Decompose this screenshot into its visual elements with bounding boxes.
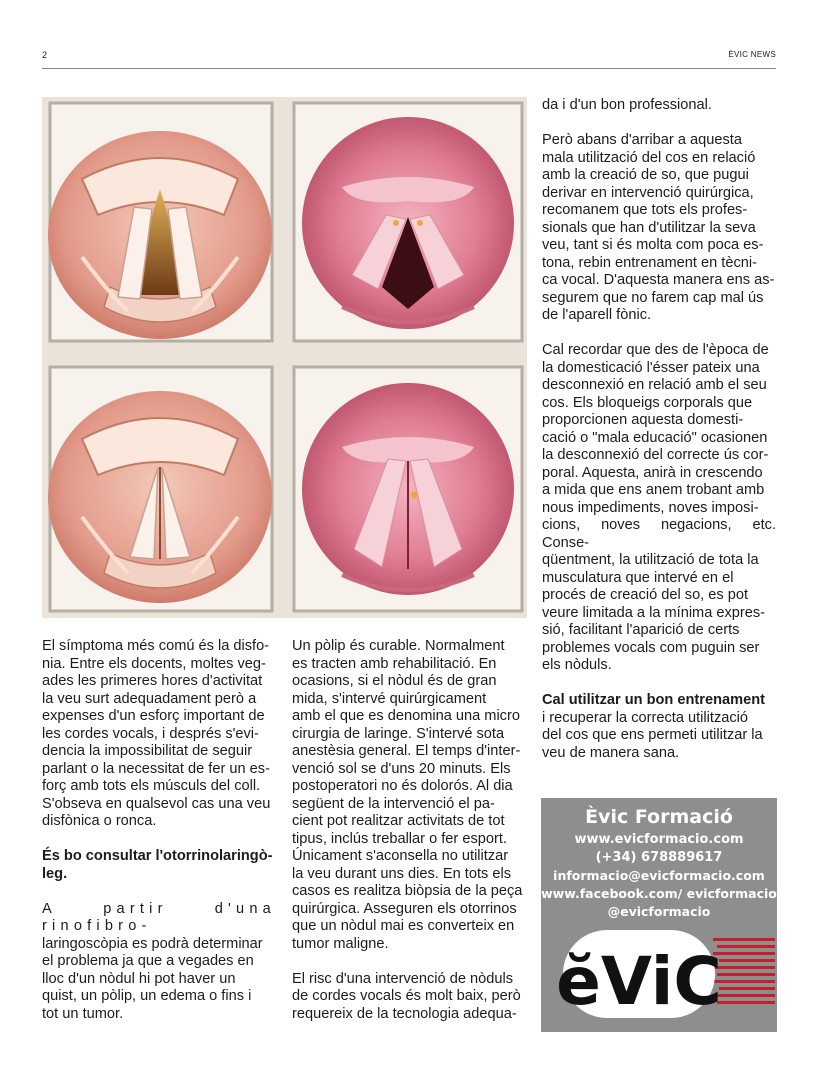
paragraph-symptoms: El símptoma més comú és la disfo- nia. Entre els docents, moltes veg- ades les primeres hores d'activitat la veu surt adequadament però a expenses d'un esforç important de les cordes vocals, i després s'evi- dencia la impossibilitat de seguir parlant o la necessitat de fer un es- forç amb tots els músculs del coll. S'obseva en qualsevol cas una veu disfònica o ronca. [42,638,271,829]
vocal-folds-closed-endoscopy [294,367,522,611]
logo-wordmark: ĕViC [556,943,722,1020]
paragraph-continuation: da i d'un bon professional. [542,97,712,113]
page-header [42,48,776,69]
ad-social-handle[interactable]: @evicformacio [607,904,711,919]
paragraph-training: Però abans d'arribar a aquesta mala utilització del cos en relació amb la creació de so, que pugui derivar en intervenció quirúrgica, recomanem que tots els profes- sionals que han d'utilitzar la seva veu, tant si és molta com poca es- tona, rebin entrenament en tècni- ca vocal. D'aquesta manera ens as- segurem que no farem cap mal ús de l'aparell fònic. [542,132,775,323]
paragraph-domestication: Cal recordar que des de l'època de la domesticació l'ésser pateix una desconnexió en relació amb el seu cos. Els bloqueigs corporals que proporcionen aquesta domesti- cació o "mala educació" ocasionen la desconnexió del correcte ús cor- poral. Aquesta, anirà in crescendo a mida que ens anem trobant amb nous impediments, noves imposi- cions, noves negacions, etc. Conse- qüentment, la utilització de tota la musculatura que intervé en el procés de creació del so, es pot veure limitada a la mínima expres- sió, facilitant l'aparició de certs problemes vocals com puguin ser els nòduls. [542,342,776,673]
paragraph-diagnosis: A partir d'una rinofibro- laringoscòpia es podrà determinar el problema ja que a vegades en lloc d'un nòdul hi pot haver un quist, un pòlip, un edema o fins i tot un tumor. [42,900,276,1022]
logo-speed-lines-icon [713,938,775,1004]
ad-website-link[interactable]: www.evicformacio.com [574,832,744,847]
larynx-open-illustration [48,103,272,341]
ad-email-link[interactable]: informacio@evicformacio.com [553,868,765,883]
column-3 [542,97,776,780]
larynx-closed-illustration [48,367,272,611]
ad-facebook-link[interactable]: www.facebook.com/ evicformacio [541,886,777,901]
page-number: 2 [42,50,48,60]
vocal-folds-figure [42,97,527,618]
paragraph-conclusion: Cal utilitzar un bon entrenament i recuperar la correcta utilització del cos que ens permeti utilitzar la veu de manera sana. [542,692,765,761]
evic-logo [541,922,777,1032]
paragraph-polyp-treatment: Un pòlip és curable. Normalment es tracten amb rehabilitació. En ocasions, si el nòdul és de gran mida, s'intervé quirúrgicament amb el que es denomina una micro cirurgia de laringe. S'intervé sota anestèsia general. El temps d'inter- venció sol se d'uns 20 minuts. Els postoperatori no és dolorós. Al dia següent de la intervenció el pa- cient pot realitzar activitats de tot tipus, inclús treballar o fer esport. Únicament s'aconsella no utilitzar la veu durant uns dies. En tots els casos es realitza biòpsia de la peça quirúrgica. Asseguren els otorrinos que un nòdul mai es converteix en tumor maligne. [292,638,523,952]
paragraph-risk: El risc d'una intervenció de nòduls de cordes vocals és molt baix, però requereix de la tecnologia adequa- [292,970,521,1022]
vocal-folds-open-endoscopy [294,103,522,341]
column-1 [42,638,276,1041]
column-2 [292,638,526,1041]
subheading-consult: És bo consultar l'otorrinolaringò- leg. [42,848,273,882]
ad-title: Èvic Formació [585,806,733,828]
evic-formacio-ad[interactable] [541,798,777,1032]
magazine-name: ÈVIC NEWS [728,50,776,59]
ad-phone[interactable]: (+34) 678889617 [595,850,723,865]
conclusion-bold-lead: Cal utilitzar un bon entrenament [542,692,765,708]
